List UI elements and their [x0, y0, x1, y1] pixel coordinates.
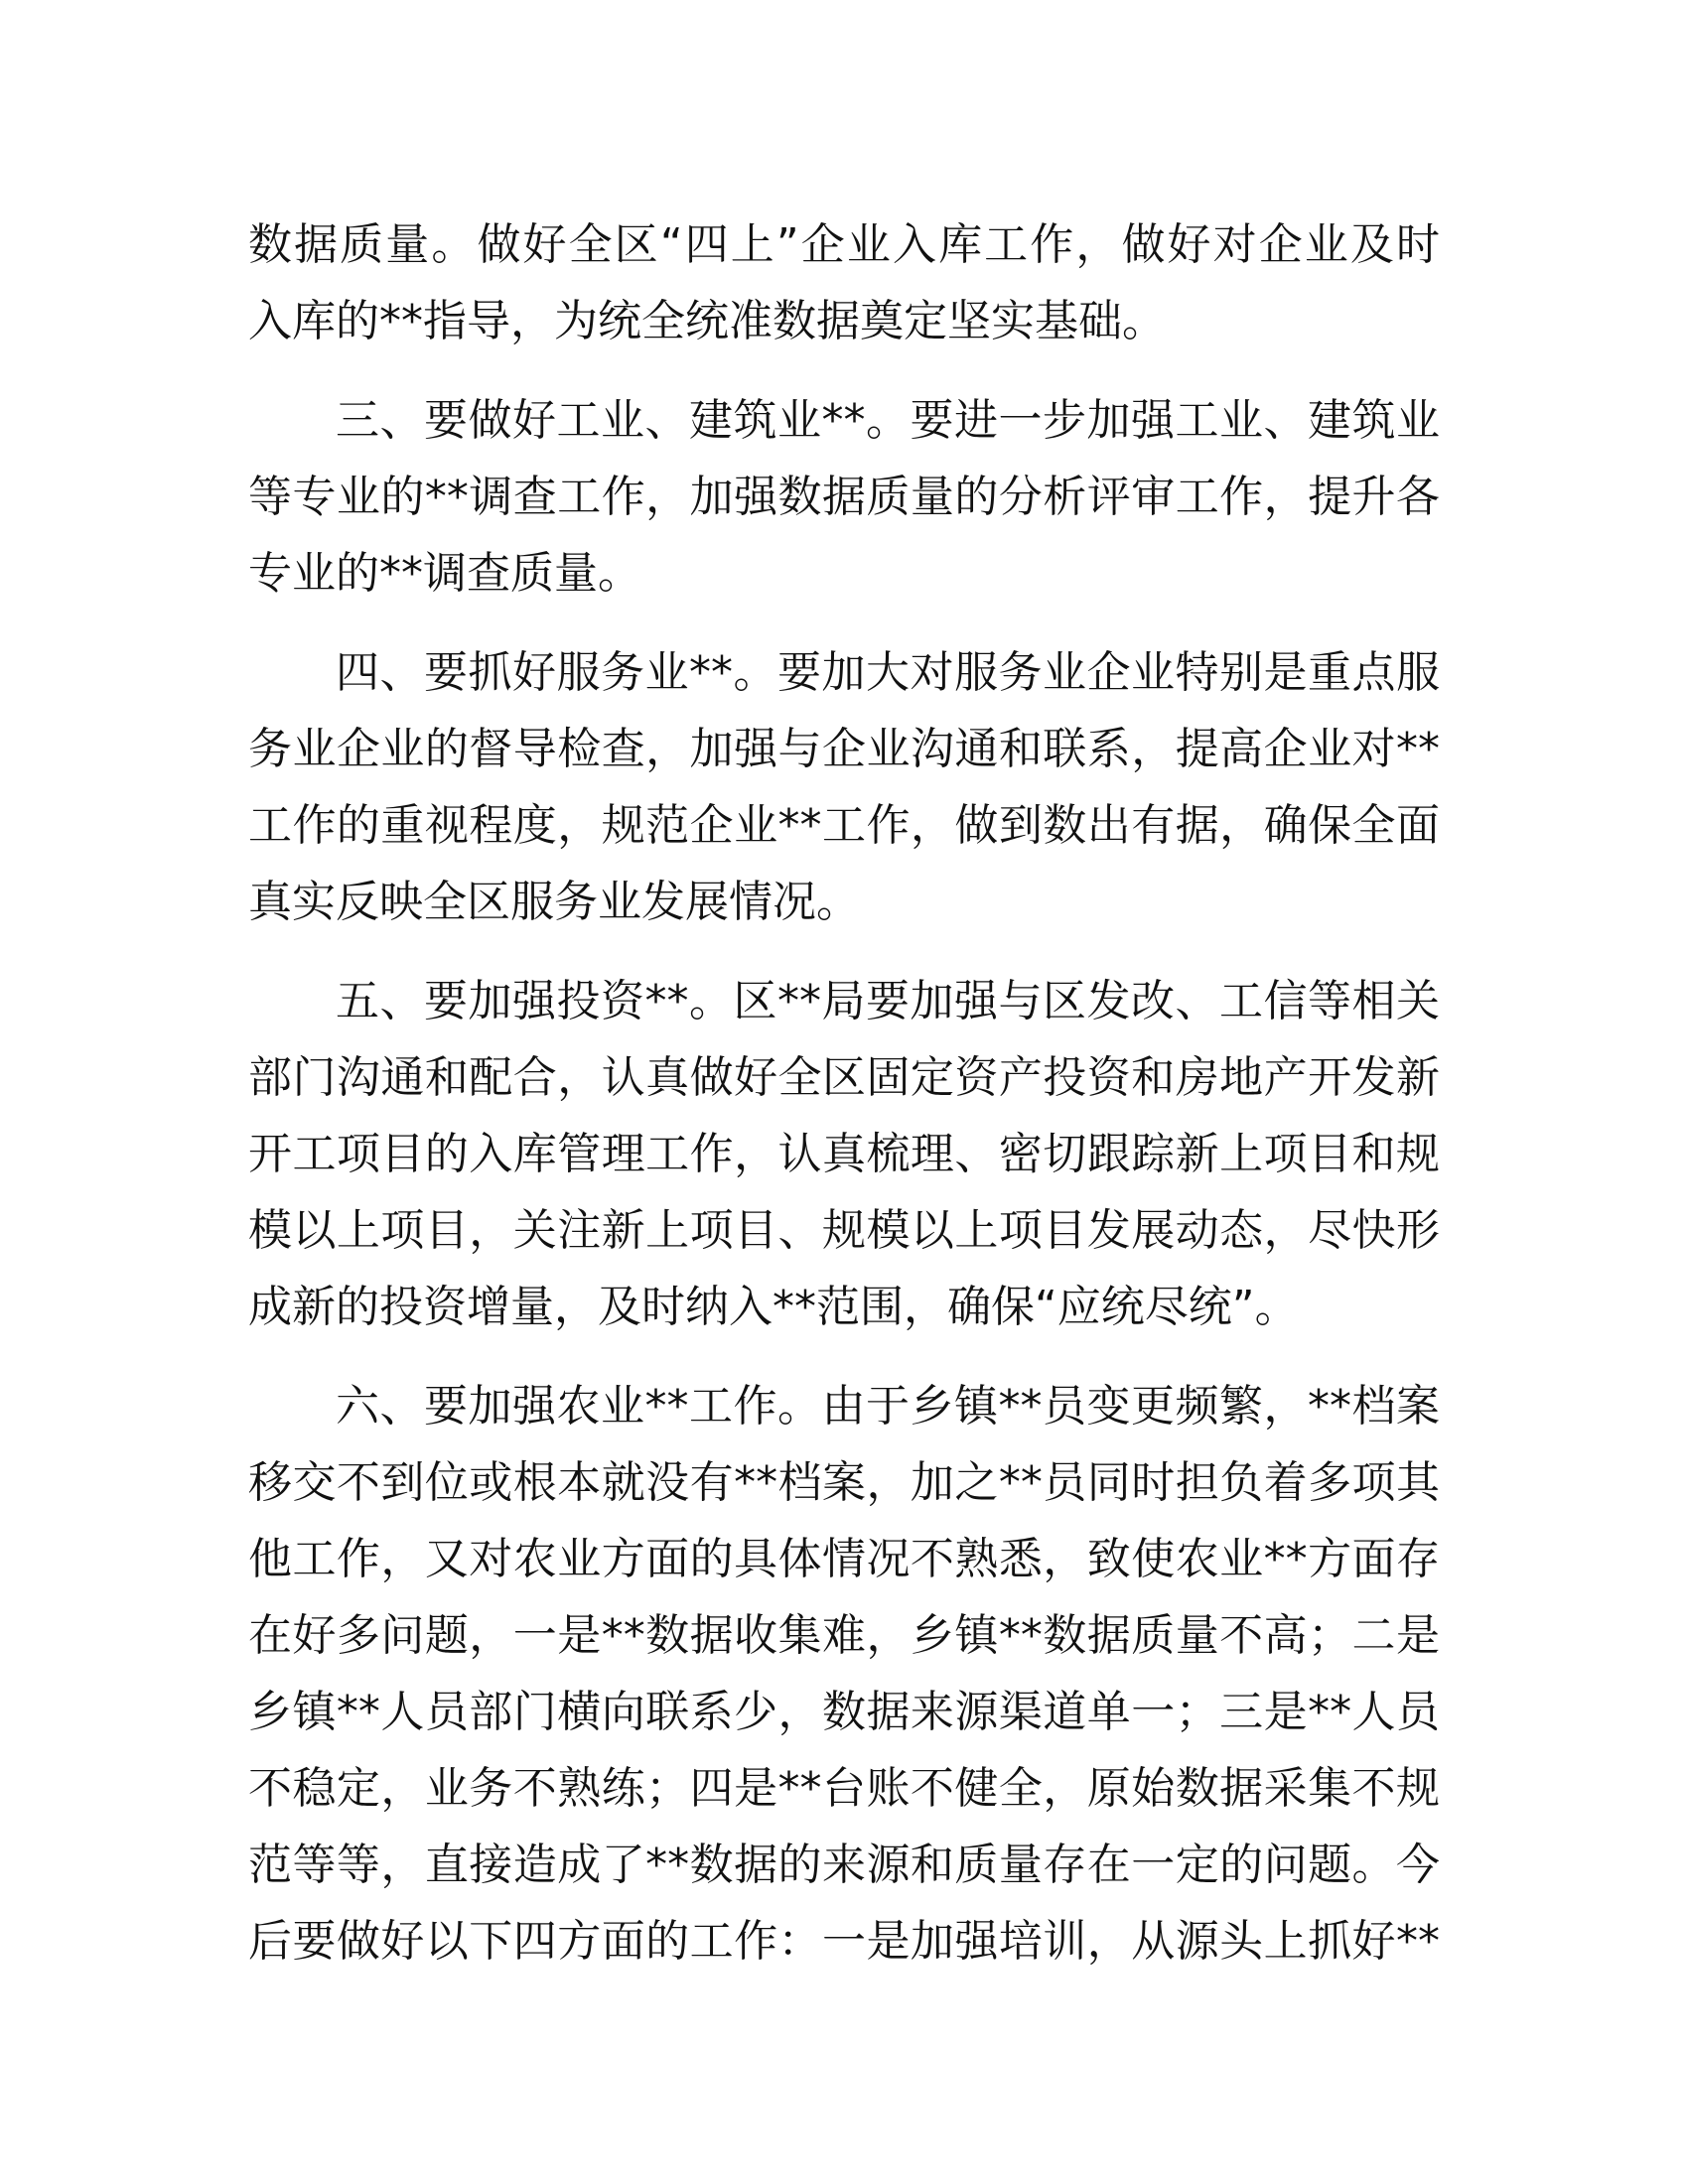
text-line: 数据质量。做好全区“四上”企业入库工作，做好对企业及时 [248, 219, 1440, 270]
paragraph-point-3 [248, 382, 1440, 612]
document-body [248, 206, 1440, 2002]
text-line: 五、要加强投资**。区**局要加强与区发改、工信等相关 [336, 976, 1440, 1026]
text-line: 六、要加强农业**工作。由于乡镇**员变更频繁，**档案 [336, 1381, 1440, 1432]
text-line: 务业企业的督导检查，加强与企业沟通和联系，提高企业对** [248, 724, 1440, 774]
text-line: 三、要做好工业、建筑业**。要进一步加强工业、建筑业 [336, 395, 1440, 446]
text-line: 部门沟通和配合，认真做好全区固定资产投资和房地产开发新 [248, 1052, 1440, 1103]
text-line: 在好多问题，一是**数据收集难，乡镇**数据质量不高；二是 [248, 1610, 1440, 1661]
text-line: 开工项目的入库管理工作，认真梳理、密切跟踪新上项目和规 [248, 1129, 1440, 1179]
text-line: 不稳定，业务不熟练；四是**台账不健全，原始数据采集不规 [248, 1763, 1440, 1814]
text-line: 成新的投资增量，及时纳入**范围，确保“应统尽统”。 [248, 1282, 1299, 1332]
text-line: 四、要抓好服务业**。要加大对服务业企业特别是重点服 [336, 647, 1440, 698]
paragraph-continuation [248, 206, 1440, 359]
text-line: 移交不到位或根本就没有**档案，加之**员同时担负着多项其 [248, 1457, 1440, 1508]
paragraph-point-4 [248, 634, 1440, 940]
text-line: 模以上项目，关注新上项目、规模以上项目发展动态，尽快形 [248, 1205, 1440, 1256]
paragraph-point-6 [248, 1368, 1440, 1979]
text-line: 工作的重视程度，规范企业**工作，做到数出有据，确保全面 [248, 800, 1440, 851]
paragraph-point-5 [248, 963, 1440, 1345]
text-line: 乡镇**人员部门横向联系少，数据来源渠道单一；三是**人员 [248, 1687, 1440, 1737]
text-line: 真实反映全区服务业发展情况。 [248, 877, 860, 927]
text-line: 后要做好以下四方面的工作：一是加强培训，从源头上抓好** [248, 1916, 1440, 1967]
text-line: 专业的**调查质量。 [248, 548, 641, 599]
text-line: 等专业的**调查工作，加强数据质量的分析评审工作，提升各 [248, 472, 1440, 522]
text-line: 入库的**指导，为统全统准数据奠定坚实基础。 [248, 296, 1166, 346]
text-line: 他工作，又对农业方面的具体情况不熟悉，致使农业**方面存 [248, 1534, 1440, 1584]
text-line: 范等等，直接造成了**数据的来源和质量存在一定的问题。今 [248, 1840, 1440, 1890]
